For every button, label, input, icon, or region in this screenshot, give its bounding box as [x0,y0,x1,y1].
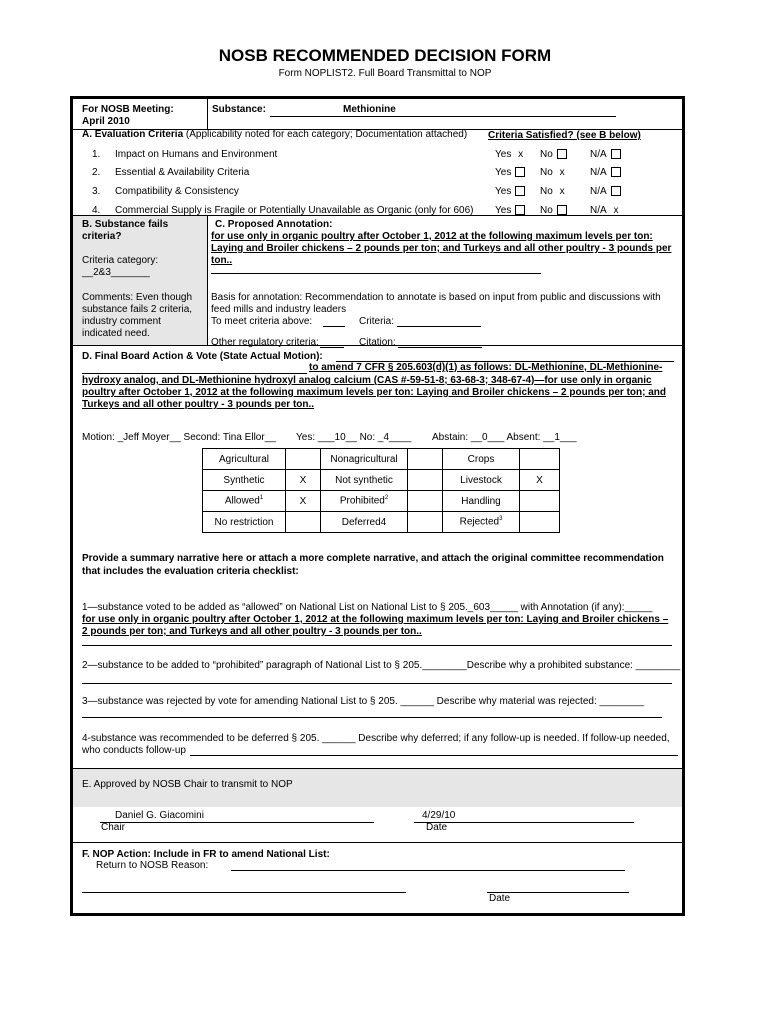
criterion-text: Essential & Availability Criteria [115,167,250,178]
criterion-na-option[interactable] [590,149,621,160]
criterion-no-mark: x [556,186,565,197]
criterion-na-label: N/A [590,205,607,216]
annotation-line-1[interactable]: for use only in organic poultry after October 1, 2012 at the following maximum levels per ton: [211,231,653,242]
grid-cell: Crops [443,449,520,470]
criterion-text: Impact on Humans and Environment [115,149,278,160]
comments-line-1: Comments: Even though [82,292,193,303]
annotation-line-2[interactable]: Laying and Broiler chickens – 2 pounds per ton; and Turkeys and all other poultry - 3 pounds per [211,243,672,254]
criterion-yes-label: Yes [495,149,512,160]
grid-cell: No restriction [203,512,286,533]
criterion-na-label: N/A [590,149,607,160]
grid-cell: Handling [443,491,520,512]
grid-check[interactable] [408,512,443,533]
nop-signature-line[interactable] [82,892,406,893]
basis-line-2: feed mills and industry leaders [211,304,347,315]
criterion-na-option[interactable] [590,186,621,197]
criterion-no-option[interactable] [540,205,567,216]
grid-check[interactable] [286,512,321,533]
grid-check[interactable] [408,470,443,491]
grid-cell: Synthetic [203,470,286,491]
checkbox-icon[interactable] [611,149,621,159]
reason-line[interactable] [231,870,625,871]
divider [207,99,208,129]
checkbox-icon[interactable] [557,205,567,215]
section-b-heading-2: criteria? [82,231,122,242]
criterion-no-label: No [540,149,553,160]
criterion-yes-option[interactable] [495,149,523,160]
section-d-heading: D. Final Board Action & Vote (State Actual Motion): [82,351,323,362]
substance-label: Substance: [212,104,266,115]
meet-criteria-label: To meet criteria above: [211,316,313,327]
classification-grid [202,448,560,533]
item-2-line: 2—substance to be added to “prohibited” paragraph of National List to § 205.________Describe why a prohibited substance: ________ [82,660,681,671]
grid-cell-text: Prohibited [339,495,385,507]
item-3-blank-line [82,717,662,718]
vote-motion: Motion: _Jeff Moyer__ Second: Tina Ellor__ [82,432,276,443]
motion-line-4[interactable]: Turkeys and all other poultry - 3 pounds per ton.. [82,399,315,410]
substance-value[interactable]: Methionine [343,104,396,115]
grid-cell: Nonagricultural [321,449,408,470]
criteria-category-value[interactable]: __2&3_______ [82,267,150,278]
approval-date-label: Date [426,822,448,833]
criterion-yes-mark: x [515,149,524,160]
section-a-heading [82,129,467,140]
form-subtitle: Form NOPLIST2. Full Board Transmittal to NOP [278,68,492,79]
motion-line-3[interactable]: poultry after October 1, 2012 at the following maximum levels per ton: Laying and Broiler chickens – 2 pounds per ton; and [82,387,667,398]
grid-cell: Not synthetic [321,470,408,491]
criterion-yes-label: Yes [495,167,512,178]
grid-cell: Allowed$^1$ [203,491,286,512]
criteria-category-label: Criteria category: [82,255,159,266]
checkbox-icon[interactable] [515,186,525,196]
grid-row [203,449,560,470]
criterion-na-mark: x [610,205,619,216]
motion-line-2[interactable]: hydroxy analog, and DL-Methionine hydroxyl analog calcium (CAS #-59-51-8; 63-68-3; 348-67-4)—for use only in organic [82,375,652,386]
section-a-heading-bold: A. Evaluation Criteria [82,129,184,140]
criterion-na-option[interactable] [590,167,621,178]
comments-line-4: indicated need. [82,328,150,339]
form-title: NOSB RECOMMENDED DECISION FORM [218,46,552,65]
criteria-satisfied-label: Criteria Satisfied? (see B below) [488,130,641,141]
grid-cell: Agricultural [203,449,286,470]
grid-check[interactable] [286,449,321,470]
criterion-text: Commercial Supply is Fragile or Potentially Unavailable as Organic (only for 606) [115,205,474,216]
checkbox-icon[interactable] [515,205,525,215]
motion-line [82,373,307,374]
approval-date[interactable]: 4/29/10 [422,810,456,821]
grid-check[interactable]: X [286,470,321,491]
criterion-yes-option[interactable] [495,186,525,197]
citation-field[interactable] [398,335,482,348]
summary-prompt-2: that includes the evaluation criteria checklist: [82,566,299,577]
item-1-line-b[interactable]: for use only in organic poultry after October 1, 2012 at the following maximum levels per ton: Laying and Broiler chickens – [82,614,669,625]
section-e-heading: E. Approved by NOSB Chair to transmit to NOP [82,779,293,790]
grid-check[interactable] [408,449,443,470]
chair-label: Chair [101,822,125,833]
grid-row [203,512,560,533]
other-regulatory-label: Other regulatory criteria: [211,337,319,348]
divider [73,768,682,769]
checkbox-icon[interactable] [611,167,621,177]
chair-name[interactable]: Daniel G. Giacomini [115,810,204,821]
grid-check[interactable]: X [520,470,560,491]
criterion-yes-label: Yes [495,186,512,197]
divider [207,215,208,345]
item-1-line-a: 1—substance voted to be added as “allowed” on National List on National List to § 205._603_____ with Annotation (if any):_____ [82,602,653,613]
summary-prompt-1: Provide a summary narrative here or attach a more complete narrative, and attach the original committee recommendation [82,553,664,564]
return-reason-label: Return to NOSB Reason: [96,860,209,871]
criterion-number: 3. [92,186,101,197]
meet-criteria-field[interactable] [323,314,345,327]
basis-line-1: Basis for annotation: Recommendation to annotate is based on input from public and discussions with [211,292,661,303]
divider [73,842,682,843]
criterion-yes-option[interactable] [495,205,525,216]
grid-check[interactable] [520,449,560,470]
section-c-heading: C. Proposed Annotation: [215,219,333,230]
section-a-heading-note: (Applicability noted for each category; Documentation attached) [183,129,468,140]
criterion-no-label: No [540,205,553,216]
criterion-no-option[interactable] [540,149,567,160]
criterion-no-option[interactable] [540,186,565,197]
checkbox-icon[interactable] [557,149,567,159]
comments-line-3: industry comment [82,316,161,327]
vote-yes-no: Yes: ___10__ No: _4____ [296,432,412,443]
citation-label: Citation: [359,337,396,348]
annotation-line-3[interactable]: ton.. [211,255,233,266]
annotation-blank-line [211,273,541,274]
grid-row [203,491,560,512]
criterion-yes-label: Yes [495,205,512,216]
vote-abstain-absent: Abstain: __0___ Absent: __1___ [432,432,577,443]
grid-cell-text: Allowed [224,495,260,507]
grid-row [203,470,560,491]
substance-line [270,104,616,117]
item-4-followup-line[interactable] [190,755,678,756]
section-f-heading: F. NOP Action: Include in FR to amend National List: [82,849,330,860]
item-1-blank-line [82,645,672,646]
criterion-no-label: No [540,186,553,197]
grid-check[interactable]: X [286,491,321,512]
item-4-line-a: 4-substance was recommended to be deferred § 205. ______ Describe why deferred; if any follow-up is needed. If follow-up needed, [82,733,670,744]
grid-cell: Livestock [443,470,520,491]
item-1-line-c[interactable]: 2 pounds per ton; and Turkeys and all other poultry - 3 pounds per ton.. [82,626,422,637]
grid-cell: Prohibited$^2$ [321,491,408,512]
motion-amend[interactable]: to amend 7 CFR § 205.603(d)(1) as follows: DL-Methionine, DL-Methionine- [309,362,663,373]
grid-check[interactable] [408,491,443,512]
checkbox-icon[interactable] [515,167,525,177]
criterion-number: 2. [92,167,101,178]
comments-line-2: substance fails 2 criteria, [82,304,193,315]
criterion-na-label: N/A [590,167,607,178]
section-b-heading: B. Substance fails [82,219,169,230]
grid-cell: Rejected$^3$ [443,512,520,533]
criterion-no-option[interactable] [540,167,565,178]
criteria-field[interactable] [397,314,481,327]
checkbox-icon[interactable] [611,186,621,196]
grid-cell: Deferred4 [321,512,408,533]
criterion-no-label: No [540,167,553,178]
criterion-yes-option[interactable] [495,167,525,178]
criterion-number: 4. [92,205,101,216]
criterion-no-mark: x [556,167,565,178]
item-2-blank-line [82,683,672,684]
chair-signature-line [100,822,374,823]
criterion-number: 1. [92,149,101,160]
criterion-na-label: N/A [590,186,607,197]
meeting-label: For NOSB Meeting: [82,104,174,115]
nop-date-label: Date [489,893,511,904]
item-4-line-b: who conducts follow-up [82,745,186,756]
other-regulatory-field[interactable] [320,335,344,348]
grid-check[interactable] [520,512,560,533]
grid-check[interactable] [520,491,560,512]
criterion-na-option[interactable] [590,205,618,216]
item-3-line: 3—substance was rejected by vote for amending National List to § 205. ______ Describe why material was rejected: ________ [82,696,644,707]
meeting-date: April 2010 [82,116,130,127]
criteria-label: Criteria: [359,316,395,327]
criterion-text: Compatibility & Consistency [115,186,239,197]
grid-cell-text: Rejected [459,516,500,528]
